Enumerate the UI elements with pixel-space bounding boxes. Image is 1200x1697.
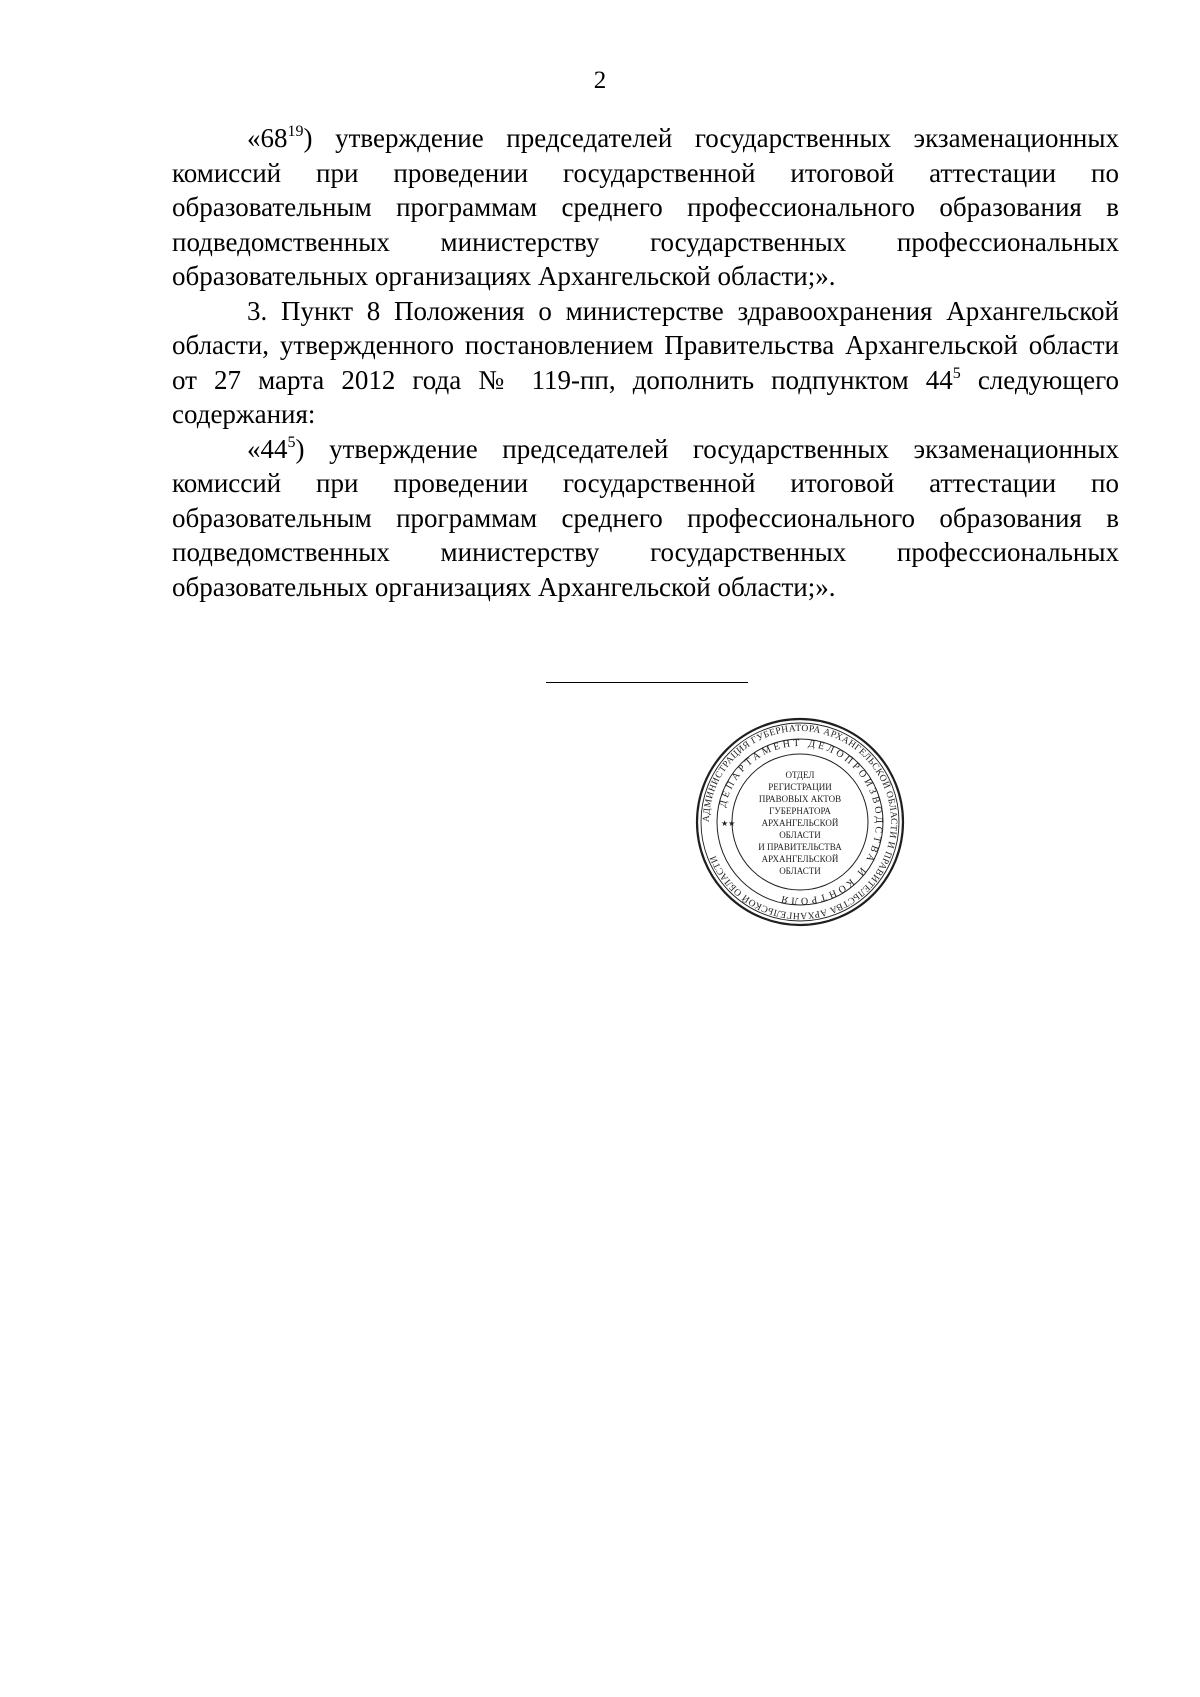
- seal-center-line: ОБЛАСТИ: [779, 830, 821, 840]
- seal-center-line: ГУБЕРНАТОРА: [769, 806, 831, 816]
- seal-star-icon: ★★: [721, 819, 736, 828]
- document-end-line: [546, 682, 748, 683]
- seal-inner-ring-text: ДЕПАРТАМЕНТ ДЕЛОПРОИЗВОДСТВА И КОНТРОЛЯ: [717, 737, 885, 907]
- seal-center-line: И ПРАВИТЕЛЬСТВА: [758, 842, 842, 852]
- document-body: [172, 121, 1119, 604]
- page-number: 2: [593, 67, 607, 94]
- seal-center-line: АРХАНГЕЛЬСКОЙ: [761, 854, 839, 864]
- paragraph-text: ) утверждение председателей государственных экзаменационных комиссий при проведении государственной итоговой аттестации по образовательным программам среднего профессионального образования в подведомственных министерству государственных профессиональных образовательных организациях Архангельской области;».: [172, 123, 1119, 291]
- paragraph-lead: «44: [247, 433, 288, 464]
- paragraph-text: следующего содержания:: [172, 364, 1119, 429]
- paragraph-text: ) утверждение председателей государственных экзаменационных комиссий при проведении государственной итоговой аттестации по образовательным программам среднего профессионального образования в подведомственных министерству государственных профессиональных образовательных организациях Архангельской области;».: [172, 433, 1119, 602]
- superscript-index: 5: [287, 433, 296, 451]
- superscript-index: 19: [287, 123, 304, 140]
- paragraph-item-44-5: [172, 432, 1119, 605]
- paragraph-point-3: [172, 294, 1119, 432]
- paragraph-lead: 3. Пункт 8 Положения о министерстве здравоохранения Архангельской области, утвержденного постановлением Правительства Архангельской области от 27 марта 2012 года № 119-пп, дополнить подпунктом 44: [172, 295, 1119, 395]
- seal-outer-ring-text: АДМИНИСТРАЦИЯ ГУБЕРНАТОРА АРХАНГЕЛЬСКОЙ ОБЛАСТИ И ПРАВИТЕЛЬСТВА АРХАНГЕЛЬСКОЙ ОБЛАСТИ: [701, 723, 899, 921]
- superscript-index: 5: [952, 364, 961, 382]
- seal-graphic: [694, 716, 906, 928]
- official-seal: [694, 716, 906, 928]
- seal-center-line: АРХАНГЕЛЬСКОЙ: [761, 818, 839, 828]
- seal-center-line: ОТДЕЛ: [785, 770, 815, 780]
- seal-center-line: РЕГИСТРАЦИИ: [768, 782, 832, 792]
- seal-center-line: ОБЛАСТИ: [779, 866, 821, 876]
- paragraph-lead: «68: [247, 123, 288, 153]
- seal-center-line: ПРАВОВЫХ АКТОВ: [758, 794, 842, 804]
- paragraph-item-68-19: [172, 121, 1119, 294]
